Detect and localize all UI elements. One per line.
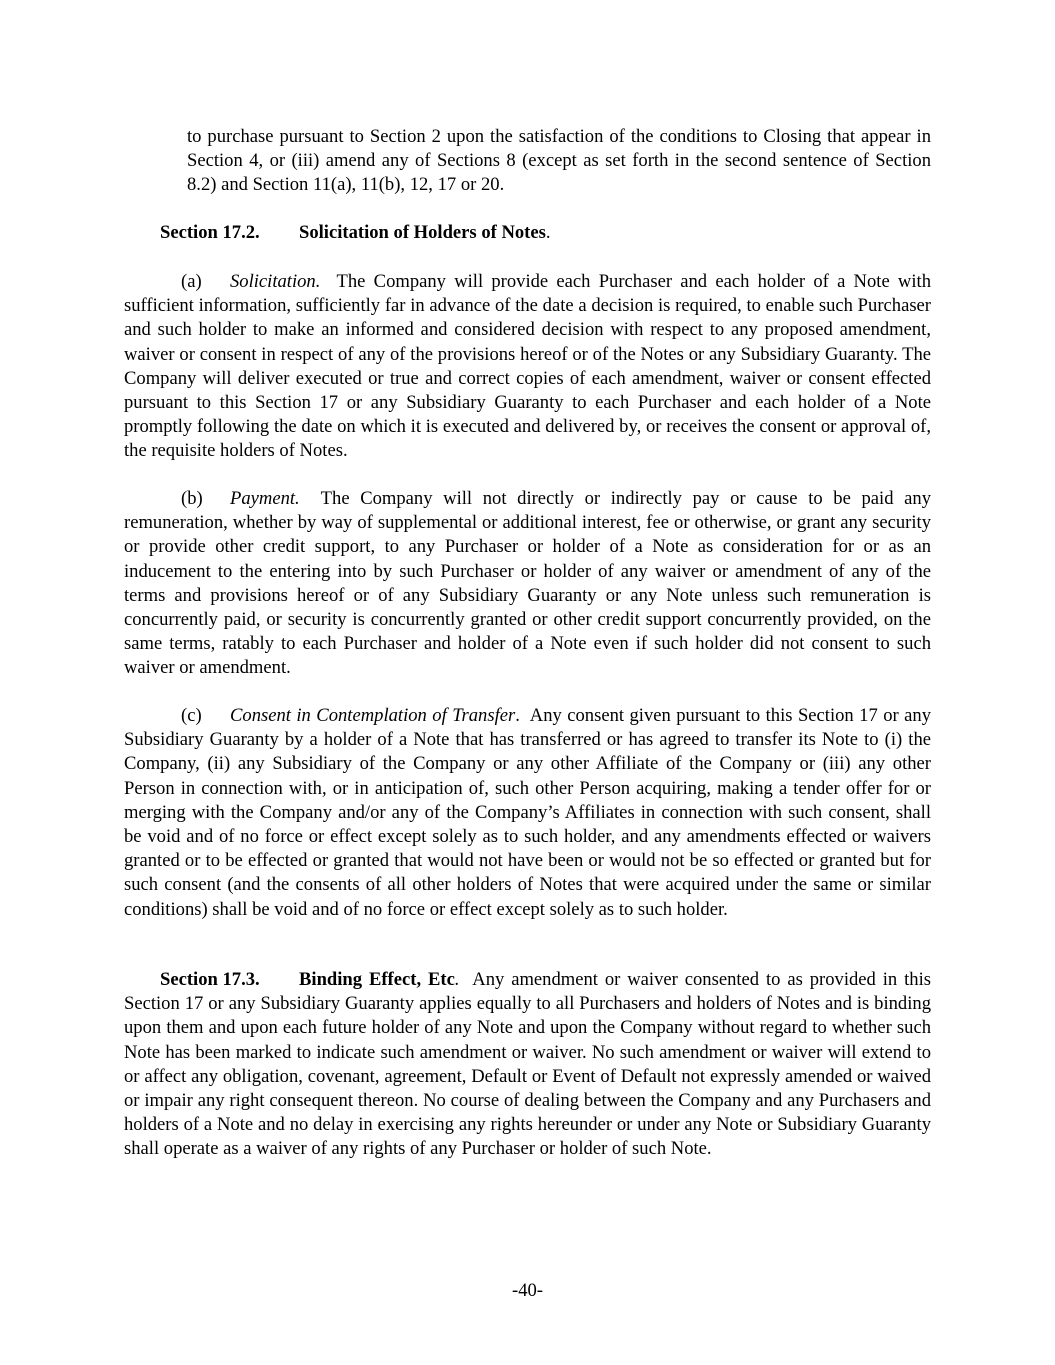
section-17-2-title: Solicitation of Holders of Notes <box>299 222 546 243</box>
paragraph-c-text: Any consent given pursuant to this Section 17 or any Subsidiary Guaranty by a holder of a Note that has transferred or has agreed to transfer its Note to (i) the Company, (ii) any Subsidiary of the Company or any other Affiliate of the Company or (iii) any other Person in connection with, or in anticipation of, such other Person acquiring, making a tender offer for or merging with the Company and/or any of the Company’s Affiliates in connection with such consent, shall be void and of no force or effect except solely as to such holder, and any amendments effected or waivers granted or to be effected or granted that would not have been or would not be so effected or granted but for such consent (and the consents of all other holders of Notes that were acquired under the same or similar conditions) shall be void and of no force or effect except solely as to such holder. <box>124 705 931 920</box>
continuation-text: to purchase pursuant to Section 2 upon the satisfaction of the conditions to Closing that appear in Section 4, or (iii) amend any of Sections 8 (except as set forth in the second sentence of Section 8.2) and Section 11(a), 11(b), 12, 17 or 20. <box>187 126 931 196</box>
section-17-3-title: Binding Effect, Etc <box>299 969 455 990</box>
section-17-3-text: Any amendment or waiver consented to as provided in this Section 17 or any Subsidiary Guaranty applies equally to all Purchasers and holders of Notes and is binding upon them and upon each future holder of any Note and upon the Company without regard to whether such Note has been marked to indicate such amendment or waiver. No such amendment or waiver will extend to or affect any obligation, covenant, agreement, Default or Event of Default not expressly amended or waived or impair any right consequent thereon. No course of dealing between the Company and any Purchasers and holders of a Note and no delay in exercising any rights hereunder or under any Note or Subsidiary Guaranty shall operate as a waiver of any rights of any Purchaser or holder of such Note. <box>124 969 931 1160</box>
paragraph-c-caption-period: . <box>515 705 520 726</box>
section-17-2-number: Section 17.2. <box>160 222 260 243</box>
paragraph-a-letter: (a) <box>181 271 202 292</box>
paragraph-b <box>124 487 931 681</box>
continuation-paragraph <box>187 125 931 198</box>
paragraph-b-caption: Payment. <box>230 488 300 509</box>
section-17-3-paragraph <box>124 968 931 1162</box>
paragraph-c <box>124 704 931 922</box>
paragraph-c-letter: (c) <box>181 705 202 726</box>
paragraph-a-text: The Company will provide each Purchaser and each holder of a Note with sufficient information, sufficiently far in advance of the date a decision is required, to enable such Purchaser and such holder to make an informed and considered decision with respect to any proposed amendment, waiver or consent in respect of any of the provisions hereof or of the Notes or any Subsidiary Guaranty. The Company will deliver executed or true and correct copies of each amendment, waiver or consent effected pursuant to this Section 17 or any Subsidiary Guaranty to each Purchaser and each holder of a Note promptly following the date on which it is executed and delivered by, or receives the consent or approval of, the requisite holders of Notes. <box>124 271 931 462</box>
paragraph-b-text: The Company will not directly or indirectly pay or cause to be paid any remuneration, whether by way of supplemental or additional interest, fee or otherwise, or grant any security or provide other credit support, to any Purchaser or holder of a Note as consideration for or as an inducement to the entering into by such Purchaser or holder of any waiver or amendment of any of the terms and provisions hereof or of any Subsidiary Guaranty or any Note unless such remuneration is concurrently paid, or security is concurrently granted or other credit support concurrently provided, on the same terms, ratably to each Purchaser and holder of a Note even if such holder did not consent to such waiver or amendment. <box>124 488 931 679</box>
paragraph-a <box>124 270 931 464</box>
section-17-3-number: Section 17.3. <box>160 969 260 990</box>
paragraph-a-caption: Solicitation. <box>230 271 321 292</box>
section-17-3-title-period: . <box>454 969 460 990</box>
paragraph-b-letter: (b) <box>181 488 203 509</box>
section-17-2-heading <box>160 221 931 245</box>
section-17-2-title-period: . <box>545 222 551 243</box>
paragraph-c-caption: Consent in Contemplation of Transfer <box>230 705 516 726</box>
page-number: -40- <box>512 1280 543 1301</box>
